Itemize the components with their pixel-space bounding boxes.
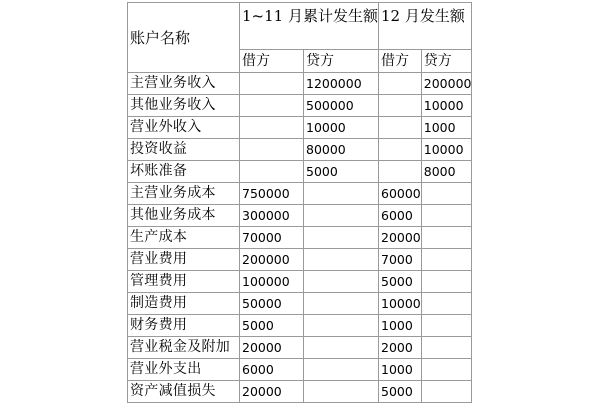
- debit-12-cell: [379, 73, 422, 95]
- header-credit-12: 贷方: [421, 50, 472, 73]
- credit-12-cell: [421, 271, 472, 293]
- debit-1-11-cell: 750000: [240, 183, 304, 205]
- debit-1-11-cell: [240, 95, 304, 117]
- debit-12-cell: 20000: [379, 227, 422, 249]
- debit-12-cell: [379, 139, 422, 161]
- credit-12-cell: [421, 381, 472, 403]
- table-row: [128, 293, 472, 315]
- credit-1-11-cell: 80000: [304, 139, 379, 161]
- credit-1-11-cell: 5000: [304, 161, 379, 183]
- debit-12-cell: 2000: [379, 337, 422, 359]
- table-row: [128, 73, 472, 95]
- credit-1-11-cell: 500000: [304, 95, 379, 117]
- table-row: [128, 95, 472, 117]
- credit-1-11-cell: [304, 337, 379, 359]
- credit-1-11-cell: [304, 359, 379, 381]
- credit-12-cell: [421, 205, 472, 227]
- table-row: [128, 381, 472, 403]
- credit-12-cell: 8000: [421, 161, 472, 183]
- credit-12-cell: [421, 359, 472, 381]
- credit-1-11-cell: [304, 205, 379, 227]
- account-name-cell: 其他业务收入: [128, 95, 240, 117]
- account-name-cell: 管理费用: [128, 271, 240, 293]
- credit-1-11-cell: 1200000: [304, 73, 379, 95]
- debit-12-cell: 1000: [379, 359, 422, 381]
- debit-1-11-cell: 100000: [240, 271, 304, 293]
- account-name-cell: 主营业务成本: [128, 183, 240, 205]
- credit-1-11-cell: [304, 293, 379, 315]
- debit-1-11-cell: 70000: [240, 227, 304, 249]
- header-credit-1-11: 贷方: [304, 50, 379, 73]
- table-row: [128, 161, 472, 183]
- table-row: [128, 249, 472, 271]
- account-name-cell: 营业外支出: [128, 359, 240, 381]
- debit-1-11-cell: [240, 139, 304, 161]
- table-row: [128, 227, 472, 249]
- header-group-1-11: 1~11 月累计发生额: [240, 3, 379, 50]
- debit-1-11-cell: 50000: [240, 293, 304, 315]
- debit-1-11-cell: [240, 161, 304, 183]
- account-name-cell: 其他业务成本: [128, 205, 240, 227]
- debit-1-11-cell: [240, 73, 304, 95]
- table-row: [128, 315, 472, 337]
- credit-12-cell: 200000: [421, 73, 472, 95]
- debit-1-11-cell: 200000: [240, 249, 304, 271]
- debit-12-cell: [379, 161, 422, 183]
- credit-1-11-cell: 10000: [304, 117, 379, 139]
- credit-1-11-cell: [304, 315, 379, 337]
- header-debit-12: 借方: [379, 50, 422, 73]
- account-name-cell: 投资收益: [128, 139, 240, 161]
- debit-12-cell: 5000: [379, 271, 422, 293]
- credit-12-cell: [421, 183, 472, 205]
- account-name-cell: 营业外收入: [128, 117, 240, 139]
- credit-12-cell: 10000: [421, 95, 472, 117]
- debit-12-cell: [379, 95, 422, 117]
- account-name-cell: 资产减值损失: [128, 381, 240, 403]
- credit-1-11-cell: [304, 183, 379, 205]
- header-row-top: [128, 3, 472, 50]
- credit-12-cell: 1000: [421, 117, 472, 139]
- credit-1-11-cell: [304, 381, 379, 403]
- account-name-cell: 营业费用: [128, 249, 240, 271]
- table-row: [128, 139, 472, 161]
- debit-1-11-cell: 6000: [240, 359, 304, 381]
- debit-12-cell: 60000: [379, 183, 422, 205]
- table-row: [128, 359, 472, 381]
- table-row: [128, 271, 472, 293]
- table-row: [128, 117, 472, 139]
- account-name-cell: 财务费用: [128, 315, 240, 337]
- debit-1-11-cell: 20000: [240, 381, 304, 403]
- credit-1-11-cell: [304, 227, 379, 249]
- table-row: [128, 205, 472, 227]
- credit-12-cell: [421, 227, 472, 249]
- debit-1-11-cell: 5000: [240, 315, 304, 337]
- account-name-cell: 坏账准备: [128, 161, 240, 183]
- debit-12-cell: 7000: [379, 249, 422, 271]
- ledger-wrapper: [127, 2, 472, 403]
- header-debit-1-11: 借方: [240, 50, 304, 73]
- credit-12-cell: [421, 293, 472, 315]
- debit-12-cell: 10000: [379, 293, 422, 315]
- debit-1-11-cell: [240, 117, 304, 139]
- debit-12-cell: [379, 117, 422, 139]
- credit-12-cell: 10000: [421, 139, 472, 161]
- table-row: [128, 337, 472, 359]
- account-name-cell: 主营业务收入: [128, 73, 240, 95]
- header-group-12: 12 月发生额: [379, 3, 472, 50]
- credit-1-11-cell: [304, 249, 379, 271]
- ledger-table: [127, 2, 472, 403]
- header-account-name: 账户名称: [128, 3, 240, 73]
- debit-12-cell: 6000: [379, 205, 422, 227]
- credit-1-11-cell: [304, 271, 379, 293]
- account-name-cell: 营业税金及附加: [128, 337, 240, 359]
- credit-12-cell: [421, 249, 472, 271]
- debit-1-11-cell: 300000: [240, 205, 304, 227]
- account-name-cell: 生产成本: [128, 227, 240, 249]
- debit-1-11-cell: 20000: [240, 337, 304, 359]
- debit-12-cell: 5000: [379, 381, 422, 403]
- credit-12-cell: [421, 337, 472, 359]
- debit-12-cell: 1000: [379, 315, 422, 337]
- account-name-cell: 制造费用: [128, 293, 240, 315]
- table-row: [128, 183, 472, 205]
- credit-12-cell: [421, 315, 472, 337]
